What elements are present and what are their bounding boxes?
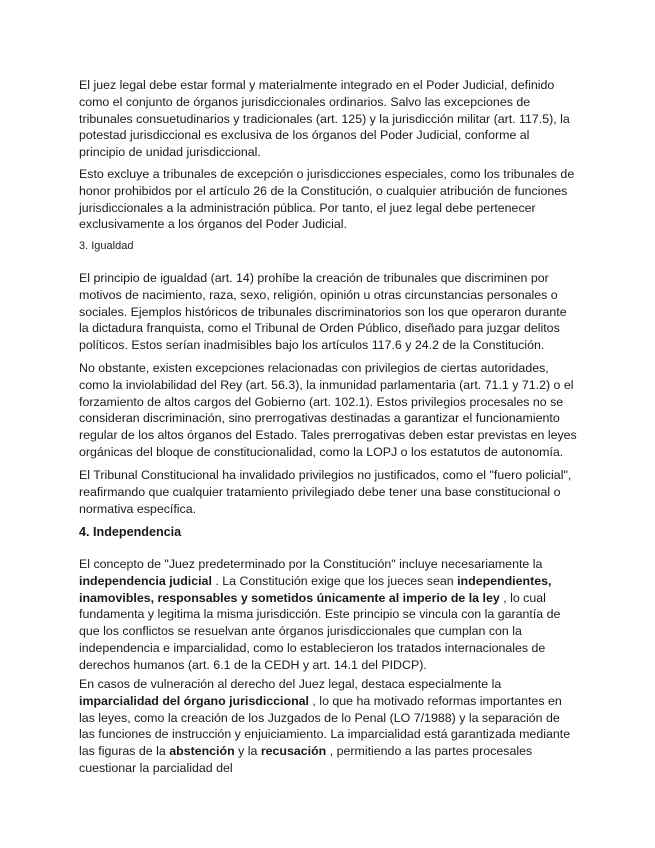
paragraph-independencia-judicial	[79, 556, 579, 674]
bold-abstencion: abstención	[169, 744, 235, 759]
bold-recusacion: recusación	[260, 744, 327, 759]
section-heading-independencia: 4. Independencia	[79, 525, 182, 539]
paragraph-tribunal-constitucional: El Tribunal Constitucional ha invalidado privilegios no justificados, como el "fuero policial", reafirmando que cualquier tratamiento privilegiado debe tener una base constitucional o normativa específica.	[79, 468, 572, 516]
paragraph-privilegios: No obstante, existen excepciones relacionadas con privilegios de ciertas autoridades, como la inviolabilidad del Rey (art. 56.3), la inmunidad parlamentaria (art. 71.1 y 71.2) o el forzamiento de altos cargos del Gobierno (art. 102.1). Estos privilegios procesales no se consideran discriminación, sino prerrogativas destinadas a garantizar el funcionamiento regular de los altos órganos del Estado. Tales prerrogativas deben estar previstas en leyes orgánicas del bloque de constitucionalidad, como la LOPJ o los estatutos de autonomía.	[79, 361, 577, 459]
paragraph-imparcialidad	[79, 676, 579, 777]
text-run: . La Constitución exige que los jueces sean	[211, 573, 458, 588]
section-heading-igualdad: 3. Igualdad	[79, 240, 134, 252]
text-run: En casos de vulneración al derecho del Juez legal, destaca especialmente la	[79, 677, 502, 691]
text-run: , lo que ha motivado reformas importantes en las leyes, como la creación de los Juzgados de lo Penal (LO 7/1988) y la separación de las funciones de instrucción y enjuiciamiento. La imparcialidad está garantizada mediante las figuras de la	[79, 693, 571, 759]
paragraph-principio-igualdad: El principio de igualdad (art. 14) prohíbe la creación de tribunales que discriminen por motivos de nacimiento, raza, sexo, religión, opinión u otras circunstancias personales o sociales. Ejemplos históricos de tribunales discriminatorios son los que operaron durante la dictadura franquista, como el Tribunal de Orden Público, diseñado para juzgar delitos políticos. Estos serían inadmisibles bajo los artículos 117.6 y 24.2 de la Constitución.	[79, 271, 567, 353]
paragraph-tribunales-excepcion: Esto excluye a tribunales de excepción o jurisdicciones especiales, como los tribunales de honor prohibidos por el artículo 26 de la Constitución, o cualquier atribución de funciones jurisdiccionales a la administración pública. Por tanto, el juez legal debe pertenecer exclusivamente a los órganos del Poder Judicial.	[79, 167, 575, 232]
bold-requisitos-jueces: independientes, inamovibles, responsables y sometidos únicamente al imperio de la ley	[79, 573, 552, 605]
bold-independencia-judicial: independencia judicial	[79, 573, 212, 588]
text-run: El concepto de "Juez predeterminado por la Constitución" incluye necesariamente la	[79, 557, 543, 571]
text-run: y la	[234, 744, 261, 759]
bold-imparcialidad: imparcialidad del órgano jurisdiccional	[79, 693, 309, 708]
text-run: , permitiendo a las partes procesales cuestionar la parcialidad del	[79, 744, 533, 775]
text-run: , lo cual fundamenta y legitima la misma jurisdicción. Este principio se vincula con la garantía de que los conflictos se resuelvan ante órganos jurisdiccionales que cumplan con la independencia e imparcialidad, como lo establecieron los tratados internacionales de derechos humanos (art. 6.1 de la CEDH y art. 14.1 del PIDCP).	[79, 590, 561, 672]
paragraph-juez-legal: El juez legal debe estar formal y materialmente integrado en el Poder Judicial, definido como el conjunto de órganos jurisdiccionales ordinarios. Salvo las excepciones de tribunales consuetudinarios y tradicionales (art. 125) y la jurisdicción militar (art. 117.5), la potestad jurisdiccional es exclusiva de los órganos del Poder Judicial, conforme al principio de unidad jurisdiccional.	[79, 78, 570, 160]
